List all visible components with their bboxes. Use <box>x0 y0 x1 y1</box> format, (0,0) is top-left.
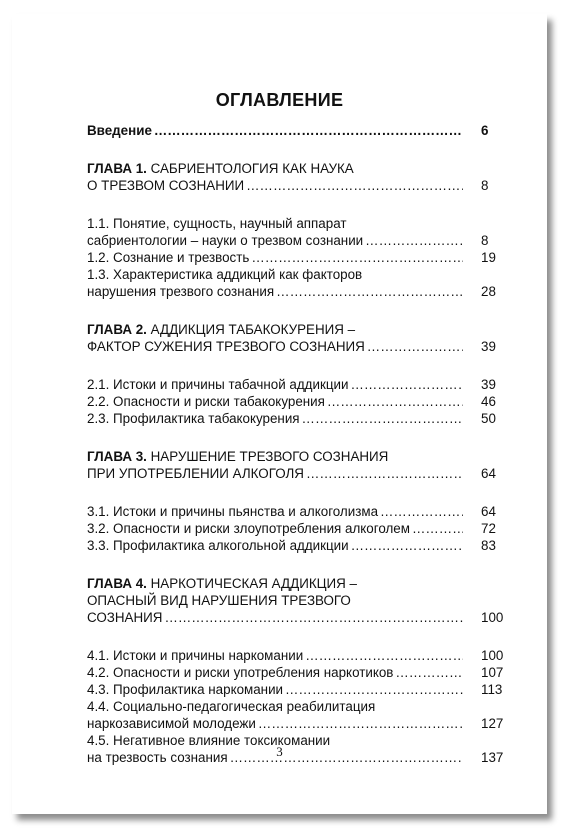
section-title-line: 4.5. Негативное влияние токсикомании <box>87 733 331 748</box>
dot-leader <box>164 609 463 626</box>
section-title-line: 1.3. Характеристика аддикций как факторов <box>87 267 363 282</box>
toc-page-number: 137 <box>481 750 504 765</box>
toc-page-number: 46 <box>481 394 496 409</box>
section-title-line: наркозависимой молодежи <box>87 716 256 731</box>
chapter-number: ГЛАВА 2. <box>87 322 147 337</box>
dot-leader <box>258 715 463 732</box>
toc-section-4-2[interactable] <box>87 664 507 681</box>
toc-section-2-2[interactable] <box>87 393 507 410</box>
toc-section-1-3[interactable] <box>87 266 507 300</box>
section-title-line: 2.2. Опасности и риски табакокурения <box>87 394 325 409</box>
toc-chapter-2[interactable] <box>87 321 507 355</box>
dot-leader <box>351 537 463 554</box>
book-page <box>12 14 547 814</box>
chapter-title-line: ОПАСНЫЙ ВИД НАРУШЕНИЯ ТРЕЗВОГО <box>87 593 351 608</box>
section-title-line: 2.3. Профилактика табакокурения <box>87 411 300 426</box>
toc-chapter-1[interactable] <box>87 160 507 194</box>
toc-section-3-3[interactable] <box>87 537 507 554</box>
dot-leader <box>306 465 463 482</box>
dot-leader <box>350 376 463 393</box>
toc-entry-intro[interactable] <box>87 122 507 139</box>
toc-page-number: 107 <box>481 665 504 680</box>
toc-page-number: 19 <box>481 250 496 265</box>
toc-page-number: 100 <box>481 648 504 663</box>
toc-title: ОГЛАВЛЕНИЕ <box>215 90 344 110</box>
chapter-title-line: СОЗНАНИЯ <box>87 610 163 625</box>
chapter-title-line: АДДИКЦИЯ ТАБАКОКУРЕНИЯ – <box>150 322 356 337</box>
chapter-title-line: О ТРЕЗВОМ СОЗНАНИИ <box>87 178 245 193</box>
toc-page-number: 64 <box>481 466 496 481</box>
dot-leader <box>395 664 463 681</box>
toc-page-number: 28 <box>481 284 496 299</box>
dot-leader <box>365 232 463 249</box>
chapter-title-line: САБРИЕНТОЛОГИЯ КАК НАУКА <box>150 161 354 176</box>
toc-page-number: 39 <box>481 377 496 392</box>
section-title-line: 4.1. Истоки и причины наркомании <box>87 648 304 663</box>
toc-section-1-2[interactable] <box>87 249 507 266</box>
dot-leader <box>302 410 463 427</box>
page-number: 3 <box>276 744 283 759</box>
dot-leader <box>276 283 463 300</box>
dot-leader <box>367 338 463 355</box>
dot-leader <box>380 503 463 520</box>
toc-entry-label: Введение <box>87 123 152 138</box>
section-title-line: на трезвость сознания <box>87 750 228 765</box>
toc-page-number: 8 <box>481 178 489 193</box>
section-title-line: 2.1. Истоки и причины табачной аддикции <box>87 377 349 392</box>
toc-section-4-3[interactable] <box>87 681 507 698</box>
toc-page-number: 127 <box>481 716 504 731</box>
chapter-number: ГЛАВА 3. <box>87 449 147 464</box>
section-title-line: нарушения трезвого сознания <box>87 284 275 299</box>
section-title-line: 1.2. Сознание и трезвость <box>87 250 250 265</box>
toc-section-2-3[interactable] <box>87 410 507 427</box>
section-title-line: 3.1. Истоки и причины пьянства и алкоголизма <box>87 504 379 519</box>
toc-page-number: 113 <box>481 682 503 697</box>
section-title-line: 3.3. Профилактика алкогольной аддикции <box>87 538 349 553</box>
section-title-line: сабриентологии – науки о трезвом сознании <box>87 233 364 248</box>
chapter-title-line: НАРКОТИЧЕСКАЯ АДДИКЦИЯ – <box>150 576 357 591</box>
section-title-line: 4.2. Опасности и риски употребления наркотиков <box>87 665 394 680</box>
dot-leader <box>246 177 463 194</box>
section-title-line: 4.3. Профилактика наркомании <box>87 682 284 697</box>
chapter-number: ГЛАВА 4. <box>87 576 147 591</box>
dot-leader <box>251 249 463 266</box>
chapter-title-line: ФАКТОР СУЖЕНИЯ ТРЕЗВОГО СОЗНАНИЯ <box>87 339 365 354</box>
toc-section-2-1[interactable] <box>87 376 507 393</box>
toc-page-number: 100 <box>481 610 504 625</box>
dot-leader <box>305 647 463 664</box>
toc-chapter-4[interactable] <box>87 575 507 626</box>
toc-page-number: 50 <box>481 411 496 426</box>
toc-page-number: 8 <box>481 233 489 248</box>
toc-section-4-4[interactable] <box>87 698 507 732</box>
toc-chapter-3[interactable] <box>87 448 507 482</box>
section-title-line: 3.2. Опасности и риски злоупотребления алкоголем <box>87 521 410 536</box>
dot-leader <box>412 520 463 537</box>
section-title-line: 4.4. Социально-педагогическая реабилитация <box>87 699 376 714</box>
chapter-title-line: ПРИ УПОТРЕБЛЕНИИ АЛКОГОЛЯ <box>87 466 304 481</box>
toc-page-number: 6 <box>481 123 489 138</box>
toc-section-4-1[interactable] <box>87 647 507 664</box>
toc-page-number: 39 <box>481 339 496 354</box>
toc-section-3-2[interactable] <box>87 520 507 537</box>
section-title-line: 1.1. Понятие, сущность, научный аппарат <box>87 216 347 231</box>
toc-page-number: 72 <box>481 521 496 536</box>
chapter-number: ГЛАВА 1. <box>87 161 147 176</box>
dot-leader <box>327 393 463 410</box>
chapter-title-line: НАРУШЕНИЕ ТРЕЗВОГО СОЗНАНИЯ <box>150 449 389 464</box>
dot-leader <box>154 122 463 139</box>
toc-page-number: 83 <box>481 538 496 553</box>
dot-leader <box>285 681 463 698</box>
toc-section-3-1[interactable] <box>87 503 507 520</box>
table-of-contents <box>87 122 507 766</box>
toc-section-1-1[interactable] <box>87 215 507 249</box>
toc-page-number: 64 <box>481 504 496 519</box>
